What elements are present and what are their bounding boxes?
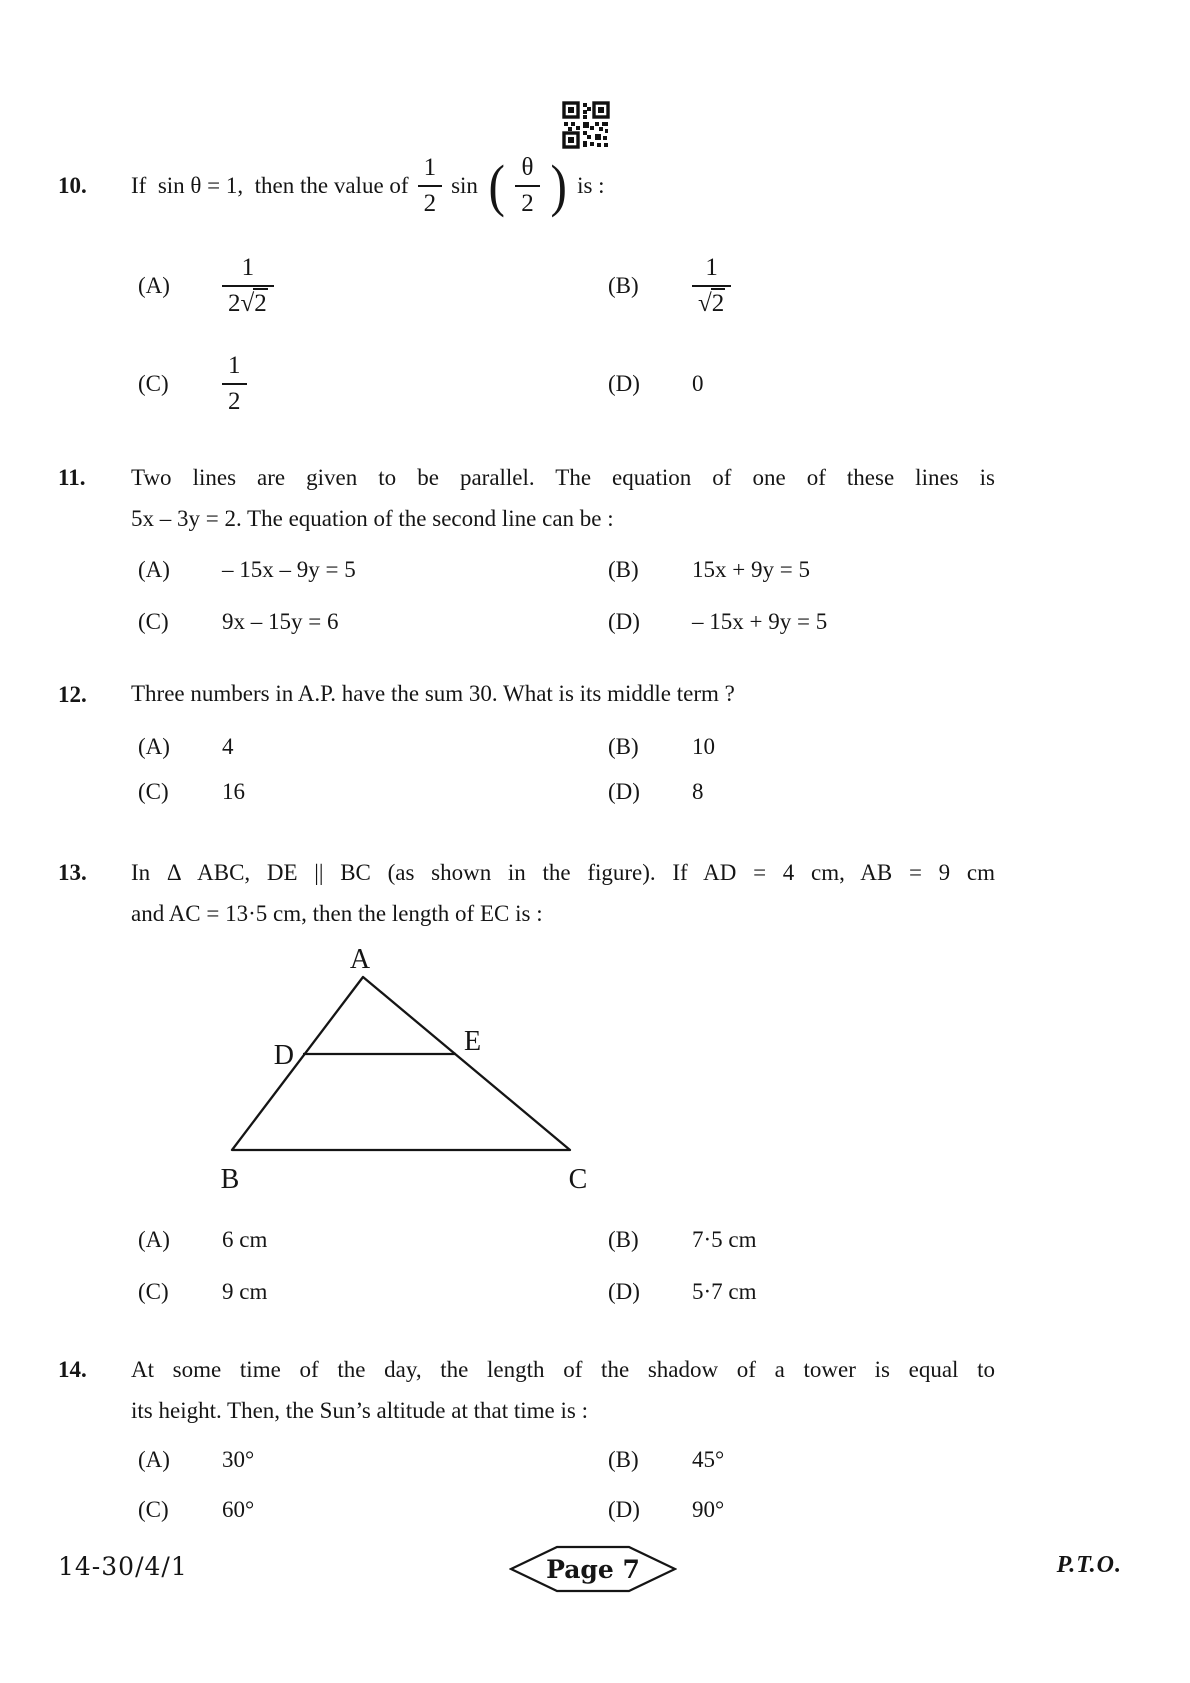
option-label: (B): [608, 1447, 639, 1472]
option-b: [608, 1225, 1000, 1255]
option-value: – 15x + 9y = 5: [692, 609, 828, 634]
option-value: 45°: [692, 1447, 725, 1472]
question-10-options: [138, 250, 1000, 420]
question-14-options: [138, 1445, 1000, 1525]
question-line: In Δ ABC, DE || BC (as shown in the figure). If AD = 4 cm, AB = 9 cm: [131, 860, 995, 885]
option-label: (C): [138, 1279, 169, 1304]
question-tail-text: is :: [577, 173, 605, 198]
option-label: (A): [138, 1227, 170, 1252]
option-value: 15x + 9y = 5: [692, 557, 810, 582]
question-11-options: [138, 555, 1000, 637]
page-number-badge: [509, 1545, 677, 1593]
vertex-label-a: A: [349, 944, 371, 975]
pto-label: P.T.O.: [1056, 1552, 1122, 1578]
option-value: 16: [222, 779, 245, 804]
option-c: [138, 1277, 608, 1307]
option-value: 4: [222, 734, 234, 759]
option-b: [608, 1445, 1000, 1475]
option-d: [608, 1495, 1000, 1525]
question-text: [131, 852, 995, 934]
option-d: [608, 607, 1000, 637]
option-b: [608, 732, 1000, 762]
option-label: (D): [608, 371, 640, 396]
question-number: 12.: [58, 682, 87, 707]
question-number: 13.: [58, 860, 87, 885]
option-a: [138, 732, 608, 762]
vertex-label-b: B: [220, 1164, 240, 1195]
option-c: [138, 607, 608, 637]
option-label: (D): [608, 779, 640, 804]
question-line: Two lines are given to be parallel. The equation of one of these lines is: [131, 465, 995, 490]
question-lead-text: If sin θ = 1, then the value of: [131, 173, 409, 198]
option-value: 7·5 cm: [692, 1227, 757, 1252]
option-label: (C): [138, 779, 169, 804]
paper-code: 14-30/4/1: [58, 1552, 188, 1581]
option-value: [222, 254, 274, 318]
question-14: [58, 1349, 995, 1431]
option-value: 10: [692, 734, 715, 759]
option-label: (D): [608, 1497, 640, 1522]
option-c: [138, 1495, 608, 1525]
option-value: 90°: [692, 1497, 725, 1522]
option-value: – 15x – 9y = 5: [222, 557, 356, 582]
close-paren: ): [550, 152, 567, 218]
vertex-label-c: C: [568, 1164, 588, 1195]
option-a: [138, 1445, 608, 1475]
question-line: At some time of the day, the length of the shadow of a tower is equal to: [131, 1357, 995, 1382]
option-b: [608, 555, 1000, 585]
option-label: (B): [608, 557, 639, 582]
option-value: 9x – 15y = 6: [222, 609, 339, 634]
option-label: (B): [608, 1227, 639, 1252]
sin-function-label: sin: [451, 173, 478, 198]
question-10: [58, 148, 995, 224]
option-value: 9 cm: [222, 1279, 268, 1304]
question-number: 14.: [58, 1357, 87, 1382]
option-a: [138, 250, 608, 322]
fraction: $\frac{1}{2√2}$: [222, 254, 274, 318]
point-label-d: D: [273, 1040, 294, 1071]
option-c: [138, 348, 608, 420]
option-a: [138, 555, 608, 585]
option-label: (B): [608, 273, 639, 298]
question-12: [58, 674, 995, 715]
option-label: (C): [138, 1497, 169, 1522]
option-value: 5·7 cm: [692, 1279, 757, 1304]
question-12-options: [138, 732, 1000, 807]
question-text: [131, 148, 605, 224]
question-text: [131, 457, 995, 539]
option-label: (A): [138, 557, 170, 582]
option-d: [608, 348, 1000, 420]
option-label: (D): [608, 1279, 640, 1304]
option-label: (C): [138, 609, 169, 634]
fraction: $\frac{1}{√2}$: [692, 254, 731, 318]
question-line: its height. Then, the Sun’s altitude at that time is :: [131, 1398, 588, 1423]
option-value: [692, 254, 731, 318]
option-label: (D): [608, 609, 640, 634]
question-11: [58, 457, 995, 539]
fraction-theta-over-two: $\frac{\theta}{2}$: [515, 154, 540, 218]
radical-sign: √: [240, 290, 254, 317]
option-label: (C): [138, 371, 169, 396]
point-label-e: E: [464, 1026, 482, 1057]
option-label: (A): [138, 273, 170, 298]
option-value: 30°: [222, 1447, 255, 1472]
open-paren: (: [488, 152, 505, 218]
question-text: [131, 674, 995, 715]
option-d: [608, 1277, 1000, 1307]
question-number: 11.: [58, 465, 86, 490]
question-line: 5x – 3y = 2. The equation of the second line can be :: [131, 506, 614, 531]
radical-sign: √: [698, 290, 711, 317]
option-label: (A): [138, 734, 170, 759]
question-line: Three numbers in A.P. have the sum 30. What is its middle term ?: [131, 681, 735, 706]
option-d: [608, 777, 1000, 807]
option-value: 0: [692, 371, 704, 396]
option-value: 6 cm: [222, 1227, 268, 1252]
qr-code-icon: [562, 101, 610, 149]
option-value: [222, 352, 247, 416]
option-label: (A): [138, 1447, 170, 1472]
option-c: [138, 777, 608, 807]
option-a: [138, 1225, 608, 1255]
page-number-label: Page 7: [546, 1555, 640, 1584]
question-line: and AC = 13·5 cm, then the length of EC is :: [131, 901, 543, 926]
fraction-one-half: $\frac{1}{2}$: [418, 154, 443, 218]
fraction: $\frac{1}{2}$: [222, 352, 247, 416]
question-text: [131, 1349, 995, 1431]
option-b: [608, 250, 1000, 322]
question-13-options: [138, 1225, 1000, 1307]
option-value: 8: [692, 779, 704, 804]
option-value: 60°: [222, 1497, 255, 1522]
option-label: (B): [608, 734, 639, 759]
question-13: [58, 852, 995, 934]
triangle-figure: [190, 938, 610, 1200]
question-number: 10.: [58, 173, 87, 198]
